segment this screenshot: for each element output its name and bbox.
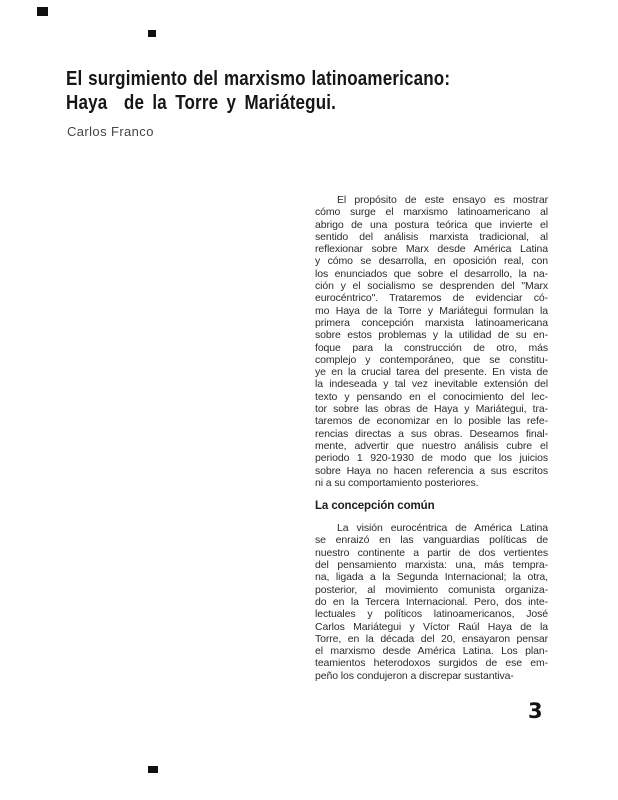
body-line: lectuales y políticos latinoamericanos, José — [315, 608, 548, 621]
body-line: sentido del análisis marxista tradicional, al — [315, 230, 548, 243]
body-line: primera concepción marxista latinoamericana — [315, 316, 548, 329]
body-line: foque para la construcción de otro, más — [315, 341, 548, 354]
body-line: tor sobre las obras de Haya y Mariátegui, tra- — [315, 403, 548, 416]
body-line: El propósito de este ensayo es mostrar — [337, 194, 548, 206]
paragraph — [315, 194, 548, 489]
body-line: los enunciados que sobre el desarrollo, la na- — [315, 267, 548, 280]
body-line: ye en la crucial tarea del presente. En vista de — [315, 366, 548, 379]
author-name: Carlos Franco — [67, 124, 154, 139]
article-title-line1: El surgimiento del marxismo latinoamericano: — [66, 68, 451, 90]
body-line: Carlos Mariátegui y Víctor Raúl Haya de la — [315, 620, 548, 633]
body-line: la indeseada y tal vez inevitable extensión del — [315, 378, 548, 391]
body-line: peño los condujeron a discrepar sustantiva- — [315, 669, 514, 682]
body-line: periodo 1 920-1930 de modo que los juicios — [315, 452, 548, 465]
article-title-line2: Haya de la Torre y Mariátegui. — [66, 92, 337, 114]
body-line: sobre estos problemas y la utilidad de su en- — [315, 329, 548, 342]
body-line: el marxismo desde América Latina. Los plan- — [315, 645, 548, 658]
article-title — [66, 67, 450, 115]
print-mark — [148, 766, 158, 773]
body-line: complejo y contemporáneo, que se constitu- — [315, 353, 548, 366]
body-line: do en la Tercera Internacional. Pero, dos inte- — [315, 595, 548, 608]
print-mark — [37, 7, 48, 16]
body-line: mente, advertir que nuestro análisis cubre el — [315, 439, 548, 452]
body-line: ni a su comportamiento posteriores. — [315, 476, 479, 489]
body-line: del pensamiento marxista: una, más tempra- — [315, 559, 548, 572]
body-line: se enraizó en las vanguardias políticas de — [315, 534, 548, 547]
body-line: ción y el socialismo se desprenden del "Marx — [315, 280, 548, 293]
body-line: teamientos heterodoxos surgidos de ese em- — [315, 657, 548, 670]
body-line: abrigo de una postura teórica que invierte el — [315, 218, 548, 231]
body-line: texto y pensando en el conocimiento del lec- — [315, 390, 548, 403]
body-line: Torre, en la década del 20, ensayaron pensar — [315, 632, 548, 645]
print-mark — [148, 30, 156, 37]
body-line: taremos de economizar en lo posible las refe- — [315, 415, 548, 428]
body-line: posterior, al movimiento comunista organiza- — [315, 583, 548, 596]
body-line: nuestro continente a partir de dos vertientes — [315, 546, 548, 559]
section-heading: La concepción común — [315, 500, 435, 513]
paragraph — [315, 522, 548, 682]
body-line: mo Haya de la Torre y Mariátegui formulan la — [315, 304, 548, 317]
body-line: sobre Haya no hacen referencia a sus escritos — [315, 464, 548, 477]
body-line: y cómo se desarrolla, en oposición real, con — [315, 255, 548, 268]
article-body — [315, 194, 548, 682]
body-line: na, ligada a la Segunda Internacional; la otra, — [315, 571, 548, 584]
body-line: eurocéntrico". Trataremos de evidenciar có- — [315, 292, 548, 305]
body-line: La visión eurocéntrica de América Latina — [337, 522, 548, 535]
body-line: cómo surge el marxismo latinoamericano al — [315, 206, 548, 219]
body-line: rencias directas a sus obras. Deseamos final- — [315, 427, 548, 440]
page-number: 3 — [528, 699, 544, 723]
body-line: reflexionar sobre Marx desde América Latina — [315, 243, 548, 256]
